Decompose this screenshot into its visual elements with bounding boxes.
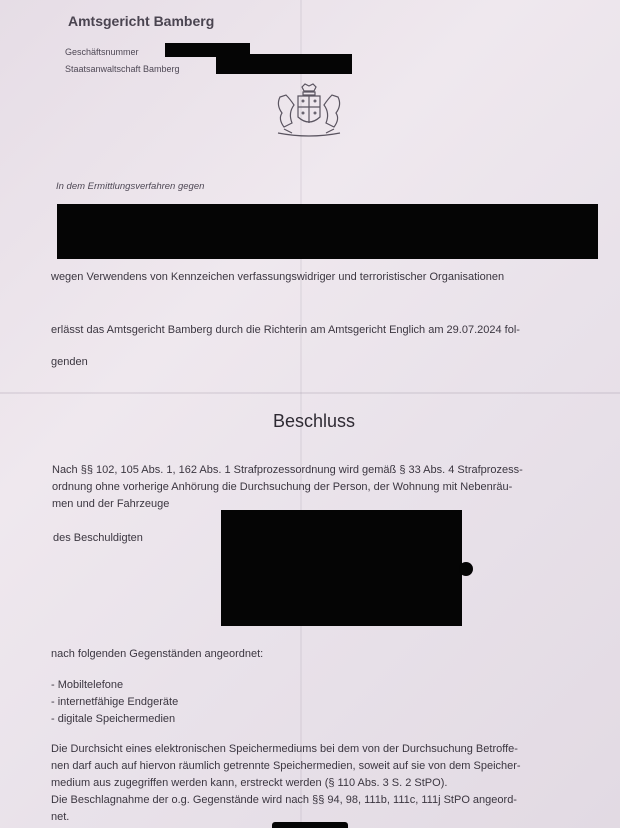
issued-line-2: genden: [51, 356, 88, 368]
redacted-prosecutor-number: [216, 54, 352, 74]
order-line-3: men und der Fahrzeuge: [52, 498, 170, 510]
redaction-bottom: [272, 822, 348, 828]
review-paragraph: [51, 741, 521, 826]
list-item: - digitale Speichermedien: [51, 713, 176, 725]
review-line-2: nen darf auch auf hiervon räumlich getrennte Speichermedien, soweit auf sie von dem Speicher-: [51, 760, 521, 772]
order-line-2: ordnung ohne vorherige Anhörung die Durchsuchung der Person, der Wohnung mit Nebenräu-: [52, 481, 513, 493]
redaction-smudge: [459, 562, 473, 576]
review-line-4: Die Beschlagnahme der o.g. Gegenstände wird nach §§ 94, 98, 111b, 111c, 111j StPO angeord-: [51, 794, 517, 806]
paper-fold: [0, 392, 620, 394]
charge-text: wegen Verwendens von Kennzeichen verfassungswidriger und terroristischer Organisationen: [51, 271, 505, 283]
accused-label: des Beschuldigten: [53, 532, 143, 544]
items-list: [51, 677, 178, 728]
redacted-accused-details: [221, 510, 462, 626]
order-line-1: Nach §§ 102, 105 Abs. 1, 162 Abs. 1 Strafprozessordnung wird gemäß § 33 Abs. 4 Strafprozess-: [52, 464, 523, 476]
review-line-3: medium aus zugegriffen werden kann, erstreckt werden (§ 110 Abs. 3 S. 2 StPO).: [51, 777, 448, 789]
case-number-label: Geschäftsnummer: [65, 47, 139, 57]
issued-line-1: erlässt das Amtsgericht Bamberg durch die Richterin am Amtsgericht Englich am 29.07.2024 fol-: [51, 324, 520, 336]
coat-of-arms-icon: [272, 83, 346, 139]
court-name: Amtsgericht Bamberg: [68, 13, 215, 29]
list-item: - internetfähige Endgeräte: [51, 696, 179, 708]
items-intro: nach folgenden Gegenständen angeordnet:: [51, 648, 264, 660]
order-paragraph: [52, 462, 523, 513]
document-title: Beschluss: [273, 411, 356, 431]
redacted-accused-name: [57, 204, 598, 259]
review-line-5: net.: [51, 811, 70, 823]
review-line-1: Die Durchsicht eines elektronischen Speichermediums bei dem von der Durchsuchung Betroffe-: [51, 743, 518, 755]
prosecutor-label: Staatsanwaltschaft Bamberg: [65, 64, 180, 74]
intro-text: In dem Ermittlungsverfahren gegen: [56, 181, 205, 192]
list-item: - Mobiltelefone: [51, 679, 124, 691]
